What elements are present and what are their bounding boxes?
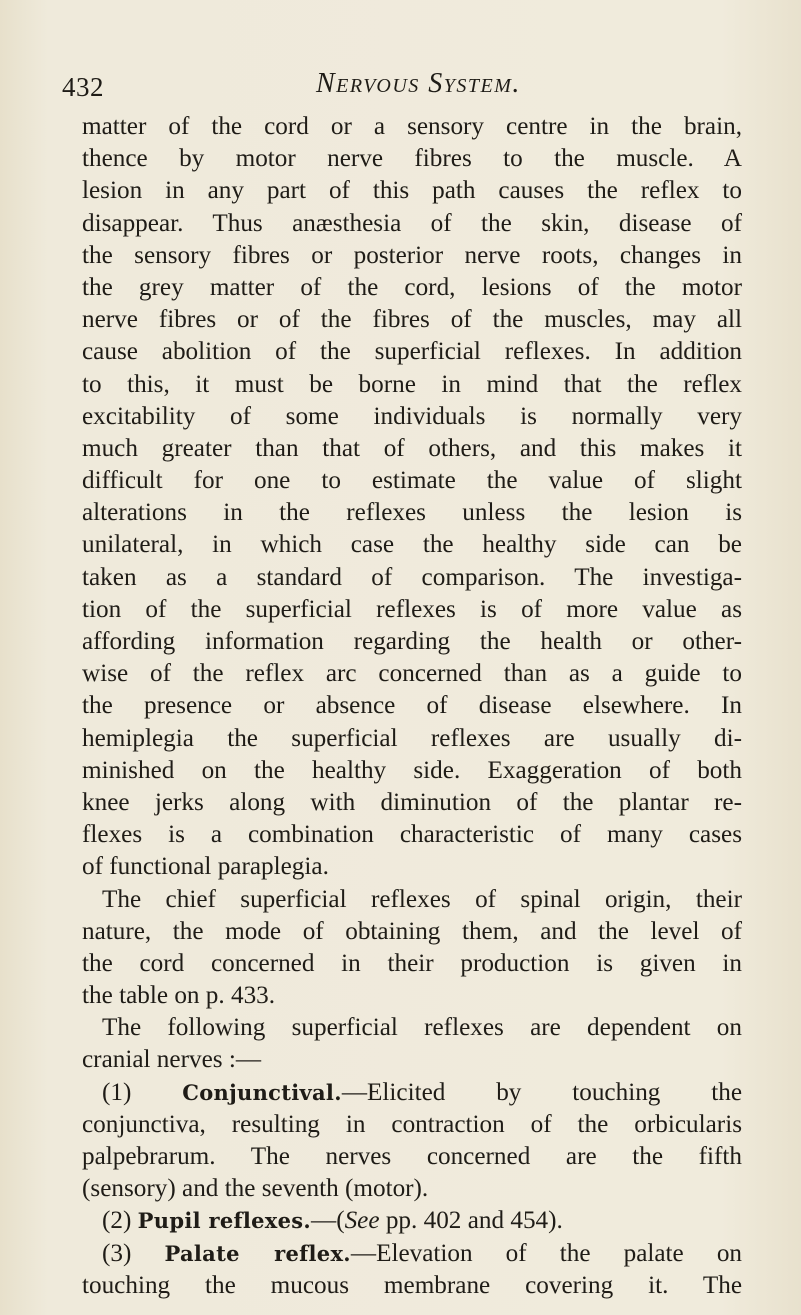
text-line: wise of the reflex arc concerned than as a guide to (82, 660, 742, 688)
text-line: difficult for one to estimate the value of slight (82, 467, 742, 495)
text-line: affording information regarding the health or other- (82, 628, 742, 655)
text-line: (sensory) and the seventh (motor). (82, 1175, 429, 1203)
text-line: palpebrarum. The nerves concerned are the fifth (82, 1143, 742, 1170)
text-line: cause abolition of the superficial reflexes. In addition (82, 338, 742, 366)
page-number: 432 (62, 72, 104, 102)
text-line: nerve fibres or of the fibres of the muscles, may all (82, 306, 742, 334)
section-heading-conjunctival: Conjunctival. (182, 1079, 342, 1105)
section-heading-pupil-reflexes: Pupil reflexes. (137, 1208, 311, 1234)
text-line: taken as a standard of comparison. The investiga- (82, 563, 742, 591)
text-line: hemiplegia the superficial reflexes are usually di- (82, 724, 742, 752)
text-line: to this, it must be borne in mind that the reflex (82, 370, 742, 398)
text-line: The following superficial reflexes are dependent on (102, 1014, 742, 1042)
text-line: touching the mucous membrane covering it. The (82, 1271, 742, 1299)
text-line: the sensory fibres or posterior nerve roots, changes in (82, 241, 742, 269)
text-line: knee jerks along with diminution of the plantar re- (82, 788, 742, 816)
text-line: thence by motor nerve fibres to the muscle. A (82, 145, 742, 173)
text-line: cranial nerves :— (82, 1046, 262, 1074)
page-header (62, 66, 722, 106)
section-heading-palate-reflex: Palate reflex. (164, 1240, 351, 1266)
text-line: flexes is a combination characteristic of many cases (82, 821, 742, 849)
text-line: excitability of some individuals is normally very (82, 402, 742, 430)
text-line: The chief superficial reflexes of spinal origin, their (102, 885, 742, 913)
text-line: (1) Conjunctival.—Elicited by touching the (102, 1078, 743, 1106)
text-line: (2) Pupil reflexes.—(See pp. 402 and 454). (102, 1207, 563, 1235)
body-text (82, 111, 742, 1302)
text-line: disappear. Thus anæsthesia of the skin, disease of (82, 209, 742, 237)
text-line: the grey matter of the cord, lesions of the motor (82, 273, 742, 301)
text-line: matter of the cord or a sensory centre in the brain, (82, 113, 742, 140)
text-line: conjunctiva, resulting in contraction of the orbicularis (82, 1110, 742, 1138)
text-line: the presence or absence of disease elsewhere. In (82, 692, 742, 720)
text-line: much greater than that of others, and this makes it (82, 434, 742, 462)
text-line: the table on p. 433. (82, 982, 276, 1010)
text-line: alterations in the reflexes unless the lesion is (82, 499, 742, 527)
text-line: lesion in any part of this path causes the reflex to (82, 177, 742, 205)
text-line: of functional paraplegia. (82, 853, 329, 881)
running-title: Nervous System. (316, 68, 521, 99)
text-line: tion of the superficial reflexes is of more value as (82, 595, 742, 623)
text-line: the cord concerned in their production is given in (82, 949, 742, 977)
text-line: (3) Palate reflex.—Elevation of the palate on (102, 1239, 743, 1267)
text-line: nature, the mode of obtaining them, and the level of (82, 917, 742, 945)
text-line: unilateral, in which case the healthy side can be (82, 531, 742, 559)
text-line: minished on the healthy side. Exaggeration of both (82, 756, 742, 784)
